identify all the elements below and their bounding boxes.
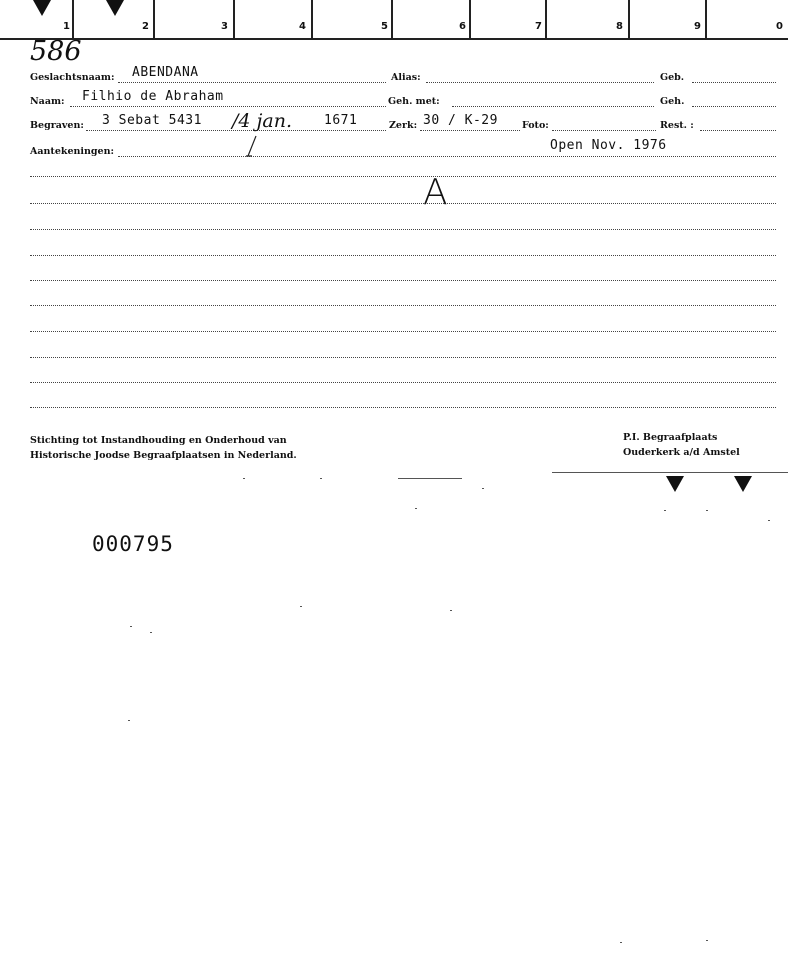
note-line: [30, 203, 776, 204]
punch-notch-left-2: [106, 0, 124, 16]
aantekeningen-value: Open Nov. 1976: [550, 138, 667, 153]
geslachtsnaam-value: ABENDANA: [132, 65, 199, 80]
begraven-value: 3 Sebat 5431: [102, 113, 202, 128]
note-line: [30, 280, 776, 281]
card-edge-line: [552, 472, 788, 473]
foto-label: Foto:: [522, 120, 549, 131]
footer-left-line-1: Stichting tot Instandhouding en Onderhoud van: [30, 435, 287, 446]
footer-right-line-2: Ouderkerk a/d Amstel: [623, 447, 740, 458]
begraven-year: 1671: [324, 113, 358, 128]
geh-met-label: Geh. met:: [388, 96, 440, 107]
geb-label: Geb.: [660, 72, 685, 83]
scan-speck: [243, 478, 245, 479]
begraven-label: Begraven:: [30, 120, 84, 131]
ruler-number: 7: [535, 21, 542, 32]
handwritten-card-number: 586: [30, 36, 82, 67]
ruler-number: 0: [776, 21, 783, 32]
note-line: [30, 407, 776, 408]
ruler-number: 8: [616, 21, 623, 32]
scan-speck: [768, 520, 770, 521]
begraven-handwritten-date: /4 jan.: [232, 110, 293, 132]
scan-speck: [482, 488, 484, 489]
geh-met-line: [452, 106, 654, 107]
note-line: [30, 229, 776, 230]
scan-speck: [450, 610, 452, 611]
aantekeningen-line: [118, 156, 776, 157]
scan-speck: [415, 508, 417, 509]
ruler-number: 5: [381, 21, 388, 32]
alias-line: [426, 82, 654, 83]
footer-right: [623, 430, 740, 460]
scan-speck: [300, 606, 302, 607]
ruler-number: 3: [221, 21, 228, 32]
handwritten-letter-a: A: [423, 172, 448, 213]
naam-label: Naam:: [30, 96, 65, 107]
ruler-tick: [311, 0, 313, 38]
scan-speck: [620, 942, 622, 943]
geb-line: [692, 82, 776, 83]
scan-speck: [128, 720, 130, 721]
scan-speck: [664, 510, 666, 511]
punch-notch-right-2: [734, 476, 752, 492]
aantekeningen-label: Aantekeningen:: [30, 146, 115, 157]
note-line: [30, 382, 776, 383]
ruler-number: 2: [142, 21, 149, 32]
ruler-tick: [233, 0, 235, 38]
card-ruler: [0, 0, 788, 40]
ruler-number: 9: [694, 21, 701, 32]
stamp-number: 000795: [92, 532, 174, 556]
ruler-tick: [469, 0, 471, 38]
scan-speck: [130, 626, 132, 627]
note-line: [30, 176, 776, 177]
ruler-tick: [545, 0, 547, 38]
footer-left: [30, 433, 297, 463]
geh-label: Geh.: [660, 96, 685, 107]
punch-notch-left-1: [33, 0, 51, 16]
scan-speck: [150, 632, 152, 633]
geslachtsnaam-line: [118, 82, 386, 83]
rest-label: Rest. :: [660, 120, 694, 131]
ruler-tick: [705, 0, 707, 38]
handwritten-slash-mark: [240, 134, 264, 160]
footer-left-line-2: Historische Joodse Begraafplaatsen in Nederland.: [30, 450, 297, 461]
ruler-tick: [153, 0, 155, 38]
scan-speck: [320, 478, 322, 479]
geh-line: [692, 106, 776, 107]
zerk-label: Zerk:: [389, 120, 418, 131]
ruler-number: 1: [63, 21, 70, 32]
ruler-number: 4: [299, 21, 306, 32]
alias-label: Alias:: [391, 72, 421, 83]
note-line: [30, 255, 776, 256]
rest-line: [700, 130, 776, 131]
footer-right-line-1: P.I. Begraafplaats: [623, 432, 718, 443]
scan-speck: [706, 510, 708, 511]
naam-value: Filhio de Abraham: [82, 89, 224, 104]
foto-line: [552, 130, 656, 131]
card-edge-line: [398, 478, 462, 479]
ruler-tick: [391, 0, 393, 38]
geslachtsnaam-label: Geslachtsnaam:: [30, 72, 115, 83]
ruler-tick: [628, 0, 630, 38]
note-line: [30, 331, 776, 332]
punch-notch-right-1: [666, 476, 684, 492]
scan-speck: [706, 940, 708, 941]
note-line: [30, 357, 776, 358]
ruler-number: 6: [459, 21, 466, 32]
naam-line: [70, 106, 386, 107]
note-line: [30, 305, 776, 306]
zerk-line: [420, 130, 520, 131]
zerk-value: 30 / K-29: [423, 113, 498, 128]
ruler-tick: [72, 0, 74, 38]
